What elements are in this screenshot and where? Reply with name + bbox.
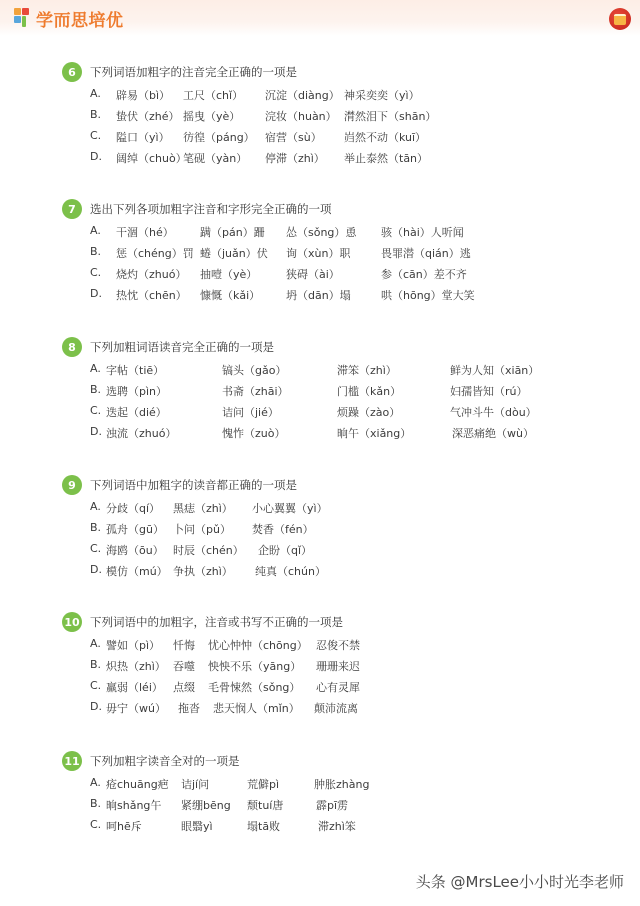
option-letter: D. (90, 425, 102, 438)
option-item: 岿然不动（kuī） (344, 131, 427, 144)
option-item: 塌tā败 (247, 820, 281, 833)
option-item: 书斋（zhāi） (222, 385, 289, 398)
option-item: 呵hē斥 (106, 820, 142, 833)
option-item: 选聘（pìn） (106, 385, 168, 398)
option-letter: A. (90, 637, 101, 650)
option-letter: A. (90, 87, 101, 100)
option-item: 忏悔 (173, 639, 195, 652)
option-item: 彷徨（páng） (183, 131, 255, 144)
option-item: 霹pī雳 (316, 799, 349, 812)
option-row (62, 84, 622, 105)
option-item: 紧绷bēng (181, 799, 231, 812)
option-item: 诘jí问 (181, 778, 210, 791)
question-number: 10 (62, 612, 82, 632)
option-row (62, 242, 622, 263)
option-letter: A. (90, 224, 101, 237)
option-item: 蜷（juǎn）伏 (200, 247, 268, 260)
option-item: 骇（hài）人听闻 (381, 226, 464, 239)
option-letter: C. (90, 404, 102, 417)
option-row (62, 380, 622, 401)
option-row (62, 560, 622, 581)
option-item: 毋宁（wú） (106, 702, 166, 715)
option-item: 迭起（dié） (106, 406, 167, 419)
option-letter: C. (90, 266, 102, 279)
option-item: 狭碍（ài） (286, 268, 340, 281)
option-item: 妇孺皆知（rú） (450, 385, 528, 398)
option-item: 荒僻pì (247, 778, 280, 791)
option-item: 时辰（chén） (173, 544, 244, 557)
option-item: 焚香（fén） (252, 523, 314, 536)
option-letter: B. (90, 245, 102, 258)
option-item: 干涸（hé） (116, 226, 174, 239)
option-item: 毛骨悚然（sǒng） (208, 681, 301, 694)
option-letter: B. (90, 383, 102, 396)
option-letter: A. (90, 500, 101, 513)
question-text: 下列加粗字读音全对的一项是 (90, 754, 240, 768)
option-item: 疮chuāng疤 (106, 778, 169, 791)
option-row (62, 539, 622, 560)
option-item: 潸然泪下（shān） (344, 110, 437, 123)
option-item: 卜问（pǔ） (173, 523, 231, 536)
option-item: 分歧（qí） (106, 502, 161, 515)
option-row (62, 221, 622, 242)
question-number: 7 (62, 199, 82, 219)
option-item: 慷慨（kǎi） (200, 289, 261, 302)
option-item: 鲜为人知（xiān） (450, 364, 540, 377)
option-item: 深恶痛绝（wù） (452, 427, 534, 440)
option-item: 惩（chéng）罚 (116, 247, 194, 260)
option-item: 忍俊不禁 (316, 639, 360, 652)
option-item: 颠沛流离 (314, 702, 358, 715)
brand-name: 学而思培优 (36, 10, 124, 31)
brand (14, 7, 124, 29)
option-row (62, 147, 622, 168)
question-number: 6 (62, 62, 82, 82)
option-letter: A. (90, 362, 101, 375)
option-item: 隘口（yì） (116, 131, 170, 144)
option-item: 辟易（bì） (116, 89, 171, 102)
option-item: 愧怍（zuò） (222, 427, 286, 440)
option-item: 炽热（zhì） (106, 660, 166, 673)
option-item: 吞噬 (173, 660, 195, 673)
option-item: 眼翳yì (181, 820, 213, 833)
option-item: 黑痣（zhì） (173, 502, 233, 515)
option-item: 小心翼翼（yì） (252, 502, 328, 515)
option-item: 诘问（jié） (222, 406, 279, 419)
option-item: 摇曳（yè） (183, 110, 241, 123)
option-letter: B. (90, 108, 102, 121)
option-item: 晌shǎng午 (106, 799, 162, 812)
option-item: 笔砚（yàn） (183, 152, 248, 165)
option-item: 譬如（pì） (106, 639, 161, 652)
option-item: 争执（zhì） (173, 565, 233, 578)
option-item: 烦躁（zào） (337, 406, 401, 419)
option-item: 蹒（pán）跚 (200, 226, 265, 239)
option-item: 滞zhì笨 (318, 820, 356, 833)
option-row (62, 263, 622, 284)
option-row (62, 655, 622, 676)
option-item: 坍（dān）塌 (286, 289, 351, 302)
option-letter: C. (90, 129, 102, 142)
option-row (62, 773, 622, 794)
option-item: 烧灼（zhuó） (116, 268, 187, 281)
option-row (62, 794, 622, 815)
option-item: 蛰伏（zhé） (116, 110, 180, 123)
option-item: 怂（sǒng）恿 (286, 226, 357, 239)
option-item: 哄（hōng）堂大笑 (381, 289, 475, 302)
option-item: 举止泰然（tān） (344, 152, 429, 165)
option-item: 字帖（tiē） (106, 364, 165, 377)
option-letter: C. (90, 818, 102, 831)
option-row (62, 815, 622, 836)
option-item: 工尺（chǐ） (183, 89, 244, 102)
question-8 (62, 337, 622, 443)
option-item: 神采奕奕（yì） (344, 89, 420, 102)
option-letter: B. (90, 521, 102, 534)
option-item: 海鸥（ōu） (106, 544, 164, 557)
option-item: 怏怏不乐（yāng） (208, 660, 302, 673)
option-letter: B. (90, 658, 102, 671)
option-item: 询（xùn）职 (286, 247, 351, 260)
option-letter: D. (90, 287, 102, 300)
option-item: 拖沓 (178, 702, 200, 715)
option-item: 参（cān）差不齐 (381, 268, 467, 281)
question-10 (62, 612, 622, 718)
question-number: 8 (62, 337, 82, 357)
option-item: 热忱（chēn） (116, 289, 187, 302)
option-item: 心有灵犀 (316, 681, 360, 694)
option-row (62, 634, 622, 655)
option-item: 滞笨（zhì） (337, 364, 397, 377)
option-row (62, 518, 622, 539)
option-item: 孤舟（gū） (106, 523, 164, 536)
option-row (62, 126, 622, 147)
option-letter: D. (90, 150, 102, 163)
option-item: 阔绰（chuò） (116, 152, 187, 165)
option-row (62, 422, 622, 443)
option-letter: C. (90, 679, 102, 692)
option-letter: D. (90, 563, 102, 576)
option-item: 纯真（chún） (255, 565, 326, 578)
option-row (62, 284, 622, 305)
option-letter: C. (90, 542, 102, 555)
option-item: 沉淀（diàng） (265, 89, 340, 102)
option-item: 停滞（zhì） (265, 152, 325, 165)
option-item: 模仿（mú） (106, 565, 168, 578)
option-row (62, 359, 622, 380)
lantern-badge-icon (609, 8, 631, 30)
option-item: 宿营（sù） (265, 131, 322, 144)
option-item: 门槛（kǎn） (337, 385, 402, 398)
question-text: 下列加粗词语读音完全正确的一项是 (90, 340, 274, 354)
option-item: 颓tuí唐 (247, 799, 284, 812)
option-item: 忧心忡忡（chōng） (208, 639, 308, 652)
option-item: 悲天悯人（mǐn） (213, 702, 300, 715)
question-6 (62, 62, 622, 168)
option-row (62, 697, 622, 718)
option-item: 畏罪潜（qián）逃 (381, 247, 471, 260)
question-text: 下列词语加粗字的注音完全正确的一项是 (90, 65, 297, 79)
option-item: 珊珊来迟 (316, 660, 360, 673)
question-text: 选出下列各项加粗字注音和字形完全正确的一项 (90, 202, 332, 216)
option-letter: D. (90, 700, 102, 713)
option-item: 晌午（xiǎng） (337, 427, 412, 440)
option-letter: B. (90, 797, 102, 810)
question-7 (62, 199, 622, 305)
option-row (62, 676, 622, 697)
option-row (62, 401, 622, 422)
logo-icon (14, 8, 32, 28)
option-row (62, 105, 622, 126)
option-item: 气冲斗牛（dòu） (450, 406, 537, 419)
question-number: 11 (62, 751, 82, 771)
option-letter: A. (90, 776, 101, 789)
option-item: 肿胀zhàng (314, 778, 370, 791)
question-text: 下列词语中加粗字的读音都正确的一项是 (90, 478, 297, 492)
question-9 (62, 475, 622, 581)
question-11 (62, 751, 622, 836)
option-item: 羸弱（léi） (106, 681, 163, 694)
option-row (62, 497, 622, 518)
option-item: 镐头（gǎo） (222, 364, 287, 377)
option-item: 浣妆（huàn） (265, 110, 337, 123)
question-text: 下列词语中的加粗字，注音或书写不正确的一项是 (90, 615, 343, 629)
option-item: 企盼（qǐ） (258, 544, 313, 557)
question-number: 9 (62, 475, 82, 495)
option-item: 浊流（zhuó） (106, 427, 177, 440)
option-item: 抽噎（yè） (200, 268, 258, 281)
watermark: 头条 @MrsLee小小时光李老师 (415, 873, 624, 891)
option-item: 点缀 (173, 681, 195, 694)
